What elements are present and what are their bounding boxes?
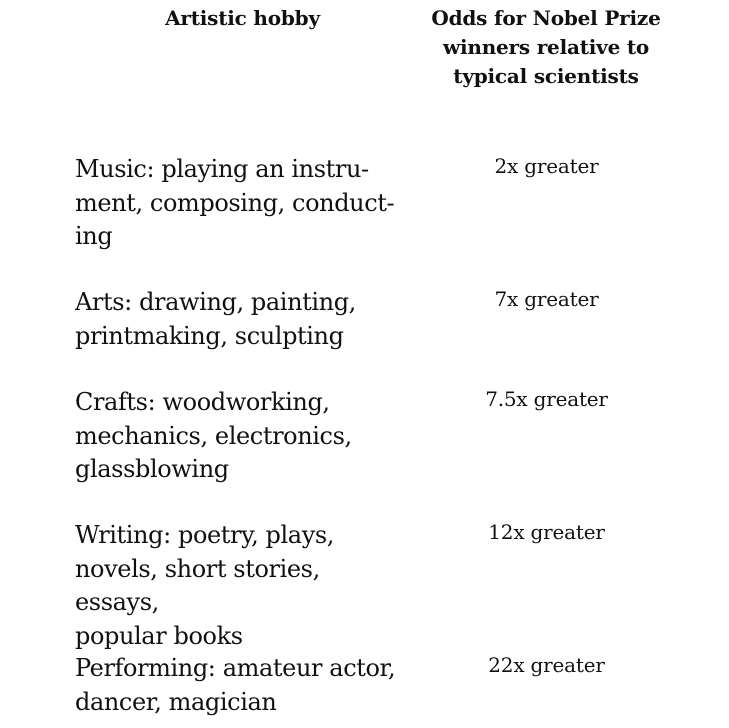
odds-cell: 2x greater	[494, 154, 599, 178]
odds-cell: 12x greater	[488, 520, 605, 544]
column-header-artistic-hobby: Artistic hobby	[165, 6, 320, 30]
odds-cell: 7.5x greater	[485, 387, 608, 411]
hobby-cell: Crafts: woodworking, mechanics, electronics, glassblowing	[75, 388, 352, 483]
column-header-odds: Odds for Nobel Prize winners relative to typical scientists	[431, 6, 661, 88]
hobby-cell: Writing: poetry, plays, novels, short stories, essays, popular books	[75, 521, 335, 650]
odds-cell: 22x greater	[488, 653, 605, 677]
hobby-cell: Performing: amateur actor, dancer, magician	[75, 654, 396, 716]
hobby-cell: Music: playing an instru- ment, composing, conduct- ing	[75, 155, 395, 250]
odds-cell: 7x greater	[494, 287, 599, 311]
hobby-cell: Arts: drawing, painting, printmaking, sculpting	[75, 288, 356, 350]
